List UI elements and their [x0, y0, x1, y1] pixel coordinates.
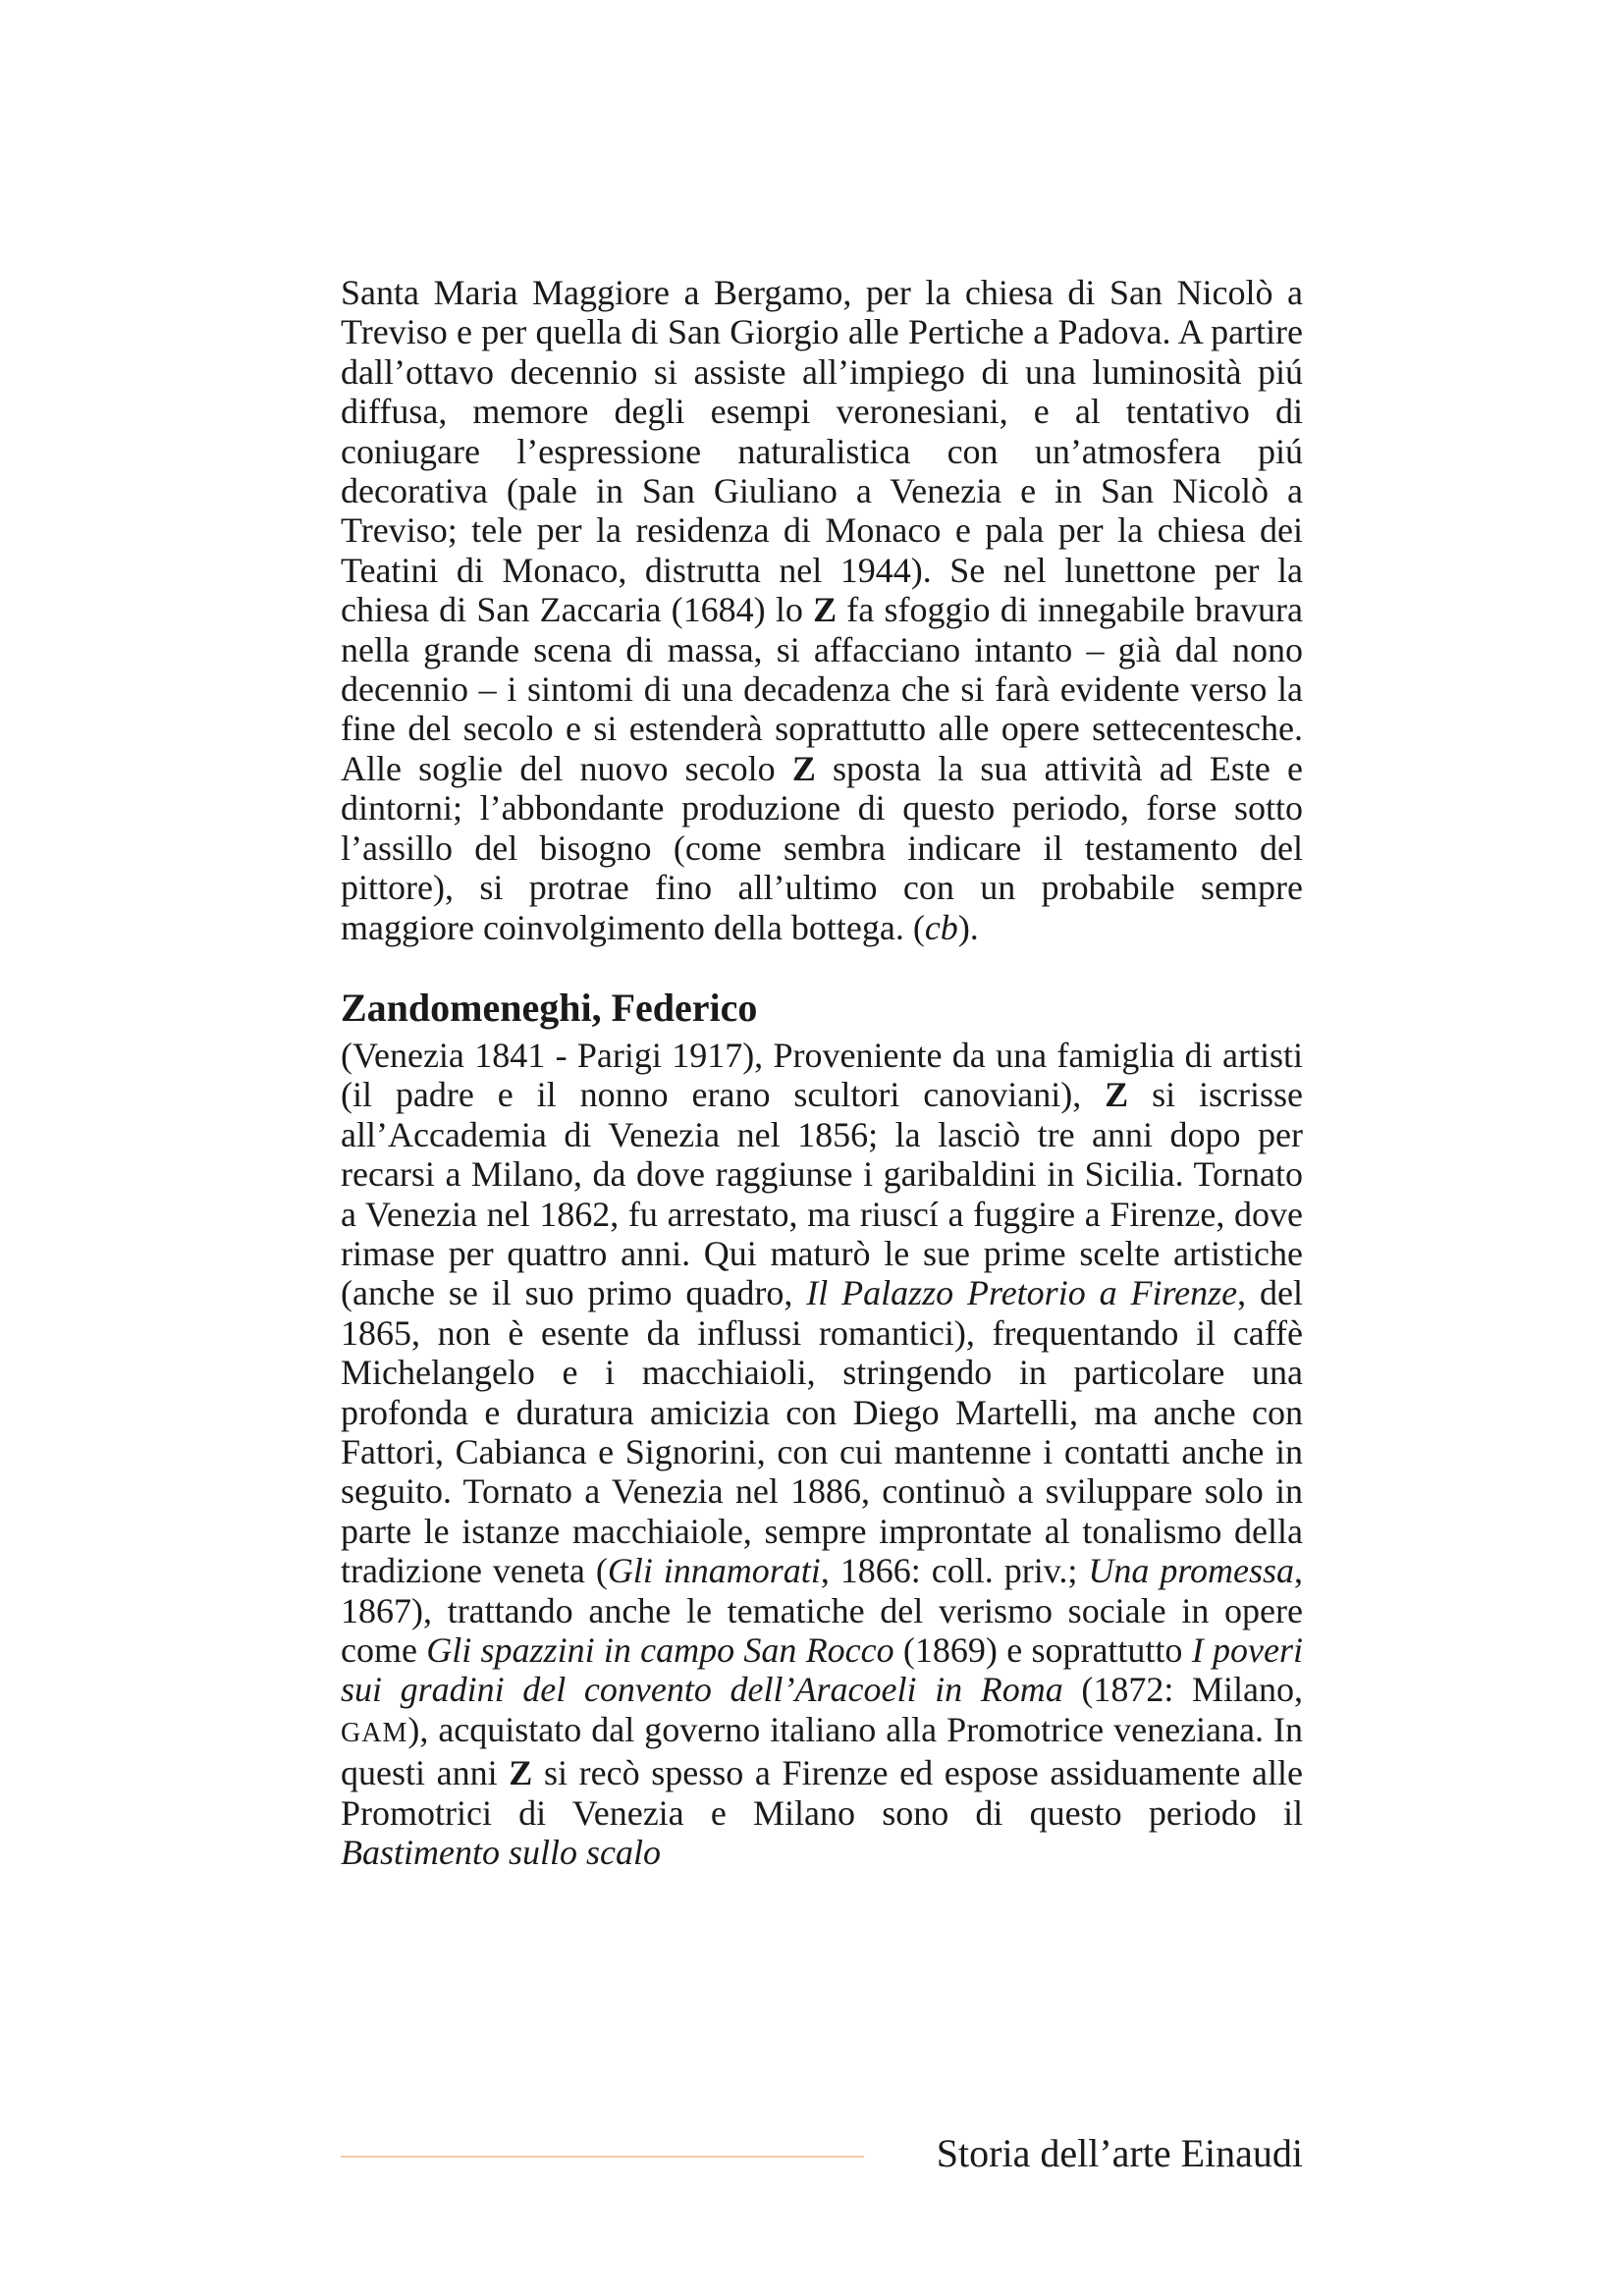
- entry-initial: Z: [813, 590, 838, 630]
- paragraph-text: fa sfoggio di innegabile bravura nella grande scena di massa, si affacciano intanto – già dal nono decennio – i sintomi di una decadenza che si farà evidente verso la fine del secolo e si estenderà soprattutto alle opere settecentesche. Alle soglie del nuovo secolo: [341, 590, 1303, 788]
- entry-heading: Zandomeneghi, Federico: [341, 985, 758, 1030]
- entry-initial: Z: [791, 748, 816, 788]
- artwork-title: I poveri sui gradini del convento dell’Aracoeli in Roma: [341, 1630, 1303, 1710]
- artwork-title: Il Palazzo Pretorio a Firenze: [806, 1273, 1238, 1313]
- paragraph-text: si recò spesso a Firenze ed espose assiduamente alle Promotrici di Venezia e Milano sono di questo periodo il: [341, 1753, 1303, 1833]
- paragraph-text: ).: [957, 907, 979, 947]
- museum-abbreviation: GAM: [341, 1717, 408, 1748]
- paragraph-text: (1869) e soprattutto: [893, 1630, 1192, 1670]
- artwork-title: Gli spazzini in campo San Rocco: [426, 1630, 894, 1670]
- artwork-title: Bastimento sullo scalo: [341, 1833, 661, 1873]
- paragraph-text: si iscrisse all’Accademia di Venezia nel 1856; la lasciò tre anni dopo per recarsi a Milano, da dove raggiunse i garibaldini in Sicilia. Tornato a Venezia nel 1862, fu arrestato, ma riuscí a fuggire a Firenze, dove rimase per quattro anni. Qui maturò le sue prime scelte artistiche (anche se il suo primo quadro,: [341, 1075, 1303, 1313]
- paragraph-text: , 1867), trattando anche le tematiche del verismo sociale in opere come: [341, 1551, 1304, 1670]
- text-column: [341, 273, 1303, 1872]
- paragraph-text: , 1866: coll. priv.;: [820, 1551, 1089, 1591]
- entry-initial: Z: [509, 1753, 533, 1793]
- entry-previous-continuation: [341, 273, 1303, 947]
- footer-rule: [341, 2156, 864, 2158]
- footer-title: Storia dell’arte Einaudi: [936, 2131, 1303, 2175]
- author-initials: cb: [924, 907, 958, 947]
- artwork-title: Gli innamorati: [607, 1551, 821, 1591]
- paragraph-text: Santa Maria Maggiore a Bergamo, per la chiesa di San Nicolò a Treviso e per quella di San Giorgio alle Pertiche a Padova. A partire dall’ottavo decennio si assiste all’impiego di una luminosità piú diffusa, memore degli esempi veronesiani, e al tentativo di coniugare l’espressione naturalistica con un’atmosfera piú decorativa (pale in San Giuliano a Venezia e in San Nicolò a Treviso; tele per la residenza di Monaco e pala per la chiesa dei Teatini di Monaco, distrutta nel 1944). Se nel lunettone per la chiesa di San Zaccaria (1684) lo: [341, 273, 1303, 630]
- paragraph-text: (Venezia 1841 - Parigi 1917), Proveniente da una famiglia di artisti (il padre e il nonno erano scultori canoviani),: [341, 1035, 1303, 1115]
- paragraph-text: ), acquistato dal governo italiano alla Promotrice veneziana. In questi anni: [341, 1709, 1303, 1793]
- paragraph-text: sposta la sua attività ad Este e dintorni; l’abbondante produzione di questo periodo, forse sotto l’assillo del bisogno (come sembra indicare il testamento del pittore), si protrae fino all’ultimo con un probabile sempre maggiore coinvolgimento della bottega. (: [341, 748, 1304, 947]
- entry-body: [341, 1036, 1303, 1873]
- paragraph-text: , del 1865, non è esente da influssi romantici), frequentando il caffè Michelangelo e i macchiaioli, stringendo in particolare una profonda e duratura amicizia con Diego Martelli, ma anche con Fattori, Cabianca e Signorini, con cui mantenne i contatti anche in seguito. Tornato a Venezia nel 1886, continuò a sviluppare solo in parte le istanze macchiaiole, sempre improntate al tonalismo della tradizione veneta (: [341, 1273, 1303, 1591]
- entry-initial: Z: [1105, 1075, 1129, 1115]
- paragraph-text: (1872: Milano,: [1062, 1670, 1304, 1710]
- artwork-title: Una promessa: [1088, 1551, 1295, 1591]
